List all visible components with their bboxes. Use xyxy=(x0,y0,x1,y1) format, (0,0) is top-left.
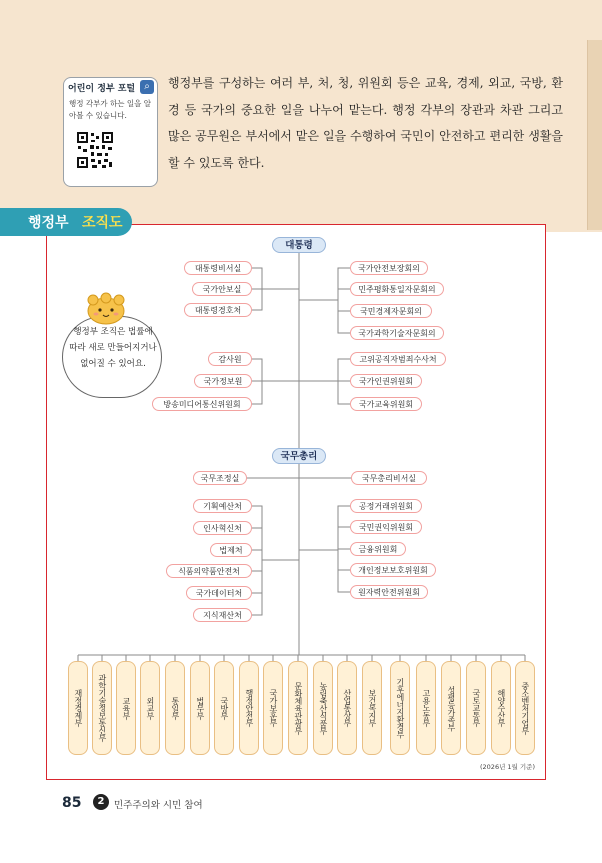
security-council-box: 국가안전보장회의 xyxy=(350,261,428,275)
president-box: 대통령 xyxy=(272,237,326,253)
fair-trade-box: 공정거래위원회 xyxy=(350,499,422,513)
audit-board-box: 감사원 xyxy=(208,352,252,366)
broadcast-commission-box: 방송미디어통신위원회 xyxy=(152,397,252,411)
human-rights-commission-box: 국가인권위원회 xyxy=(350,374,422,388)
ministry-box: 국방부 xyxy=(214,661,234,755)
ministry-box: 산업통상부 xyxy=(337,661,357,755)
corruption-investigation-box: 고위공직자범죄수사처 xyxy=(350,352,446,366)
speech-bubble-text: 행정부 조직은 법률에 따라 새로 만들어지거나 없어질 수 있어요. xyxy=(69,327,157,369)
ministry-box: 교육부 xyxy=(116,661,136,755)
ministry-box: 기후에너지환경부 xyxy=(390,661,410,755)
ministry-box: 법무부 xyxy=(190,661,210,755)
national-security-office-box: 국가안보실 xyxy=(192,282,252,296)
section-label-highlight: 조직도 xyxy=(82,215,123,231)
financial-services-box: 금융위원회 xyxy=(350,542,406,556)
portal-title: 어린이 정부 포털 xyxy=(68,84,136,94)
food-drug-safety-box: 식품의약품안전처 xyxy=(166,564,252,578)
ministry-box: 국토교통부 xyxy=(466,661,486,755)
legislation-box: 법제처 xyxy=(210,543,252,557)
science-council-box: 국가과학기술자문회의 xyxy=(350,326,444,340)
ministry-box: 과학기술정보통신부 xyxy=(92,661,112,755)
ministry-box: 중소벤처기업부 xyxy=(515,661,535,755)
ministry-box: 성평등가족부 xyxy=(441,661,461,755)
ministry-box: 국가보훈부 xyxy=(263,661,283,755)
chapter-number-badge: 2 xyxy=(93,794,109,810)
economic-council-box: 국민경제자문회의 xyxy=(350,304,432,318)
intelligence-service-box: 국가정보원 xyxy=(194,374,252,388)
portal-desc: 행정 각부가 하는 일을 알아볼 수 있습니다. xyxy=(69,99,151,120)
ministry-box: 행정안전부 xyxy=(239,661,259,755)
date-note: (2026년 1월 기준) xyxy=(480,763,535,771)
ministry-box: 해양수산부 xyxy=(491,661,511,755)
prime-minister-box: 국무총리 xyxy=(272,448,326,464)
ministry-box: 재정경제부 xyxy=(68,661,88,755)
search-icon: ⌕ xyxy=(140,80,154,94)
data-agency-box: 국가데이터처 xyxy=(186,586,252,600)
privacy-commission-box: 개인정보보호위원회 xyxy=(350,563,436,577)
coordination-office-box: 국무조정실 xyxy=(193,471,247,485)
security-service-box: 대통령경호처 xyxy=(184,303,252,317)
personnel-management-box: 인사혁신처 xyxy=(193,521,252,535)
ip-office-box: 지식재산처 xyxy=(193,608,252,622)
president-office-box: 대통령비서실 xyxy=(184,261,252,275)
planning-budget-box: 기획예산처 xyxy=(193,499,252,513)
ministry-box: 보건복지부 xyxy=(362,661,382,755)
civil-rights-box: 국민권익위원회 xyxy=(350,520,422,534)
ministry-box: 농림축산식품부 xyxy=(313,661,333,755)
ministry-box: 통일부 xyxy=(165,661,185,755)
page-number: 85 xyxy=(62,795,82,811)
ministry-box: 고용노동부 xyxy=(416,661,436,755)
chapter-title: 민주주의와 시민 참여 xyxy=(114,800,203,811)
nuclear-safety-box: 원자력안전위원회 xyxy=(350,585,428,599)
ministry-box: 외교부 xyxy=(140,661,160,755)
ministry-box: 문화체육관광부 xyxy=(288,661,308,755)
pm-secretariat-box: 국무총리비서실 xyxy=(351,471,427,485)
intro-paragraph: 행정부를 구성하는 여러 부, 처, 청, 위원회 등은 교육, 경제, 외교, 국방, 환경 등 국가의 중요한 일을 나누어 맡는다. 행정 각부의 장관과 차관 그리고 많은 공무원은 부서에서 맡은 일을 수행하여 국민이 안전하고 편리한 생활을 할 수 있도록 한다. xyxy=(168,76,563,170)
section-label: 행정부 xyxy=(28,215,69,231)
unification-council-box: 민주평화통일자문회의 xyxy=(350,282,444,296)
education-commission-box: 국가교육위원회 xyxy=(350,397,422,411)
mascot-icon xyxy=(84,292,128,326)
